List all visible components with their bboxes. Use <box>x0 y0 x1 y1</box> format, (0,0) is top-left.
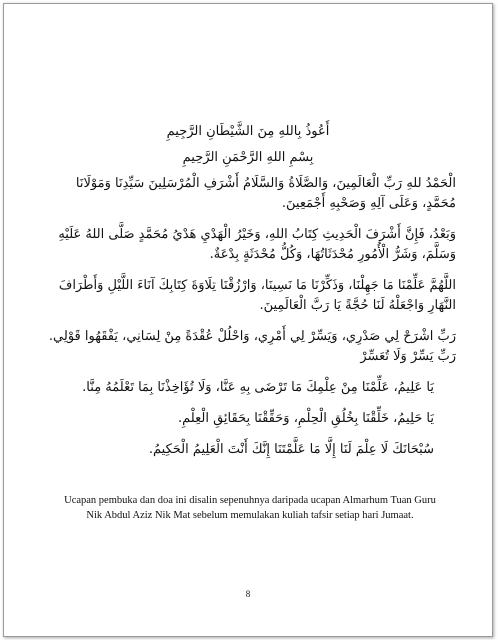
dua-knowledge-paragraph: اللَّهُمَّ عَلِّمْنَا مَا جَهِلْنَا، وَذَكِّرْنَا مَا نَسِينَا، وَارْزُقْنَا تِلَاوَةَ كِتَابِكَ آنَاءَ اللَّيْلِ وَأَطْرَافَ النَّهَارِ وَاجْعَلْهُ لَنَا حُجَّةً يَا رَبَّ الْعَالَمِينَ. <box>58 278 456 313</box>
khutbah-paragraph: وَبَعْدُ، فَإِنَّ أَشْرَفَ الْحَدِيثِ كِتَابُ اللهِ، وَخَيْرُ الْهَدْيِ هَدْيُ مُحَمَّدٍ صَلَّى اللهُ عَلَيْهِ وَسَلَّمَ، وَشَرُّ الْأُمُورِ مُحْدَثَاتُهَا، وَكُلُّ مُحْدَثَةٍ بِدْعَةٌ. <box>58 227 456 262</box>
dua-sharh-paragraph: رَبِّ اشْرَحْ لِي صَدْرِي، وَيَسِّرْ لِي أَمْرِي، وَاحْلُلْ عُقْدَةً مِنْ لِسَانِي، يَفْقَهُوا قَوْلِي. رَبِّ يَسِّرْ وَلَا تُعَسِّرْ <box>48 329 456 364</box>
subhanaka-line: سُبْحَانَكَ لَا عِلْمَ لَنَا إِلَّا مَا عَلَّمْتَنَا إِنَّكَ أَنْتَ الْعَلِيمُ الْحَكِيمُ. <box>148 442 434 457</box>
arabic-text-block <box>40 122 456 460</box>
page-number: 8 <box>245 589 251 599</box>
dua-alim-line: يَا عَلِيمُ، عَلِّمْنَا مِنْ عِلْمِكَ مَا تَرْضَى بِهِ عَنَّا، وَلَا تُؤَاخِذْنَا بِمَا تَعْلَمُهُ مِنَّا. <box>82 380 434 395</box>
source-note: Ucapan pembuka dan doa ini disalin sepenuhnya daripada ucapan Almarhum Tuan Guru Nik Abdul Aziz Nik Mat sebelum memulakan kuliah tafsir setiap hari Jumaat. <box>64 494 436 521</box>
document-page <box>3 3 493 637</box>
praise-paragraph: الْحَمْدُ للهِ رَبِّ الْعَالَمِينَ، وَالصَّلَاةُ وَالسَّلَامُ أَشْرَفِ الْمُرْسَلِينَ سَيِّدِنَا وَمَوْلَانَا مُحَمَّدٍ، وَعَلَى آلِهِ وَصَحْبِهِ أَجْمَعِينَ. <box>75 176 456 211</box>
taawudh-line: أَعُوذُ بِاللهِ مِنَ الشَّيْطَانِ الرَّجِيمِ <box>166 124 330 139</box>
basmala-line: بِسْمِ اللهِ الرَّحْمَنِ الرَّحِيمِ <box>182 150 314 165</box>
dua-halim-line: يَا حَلِيمُ، خَلِّقْنَا بِخُلُقِ الْحِلْمِ، وَحَقِّقْنَا بِحَقَائِقِ الْعِلْمِ. <box>178 411 434 426</box>
